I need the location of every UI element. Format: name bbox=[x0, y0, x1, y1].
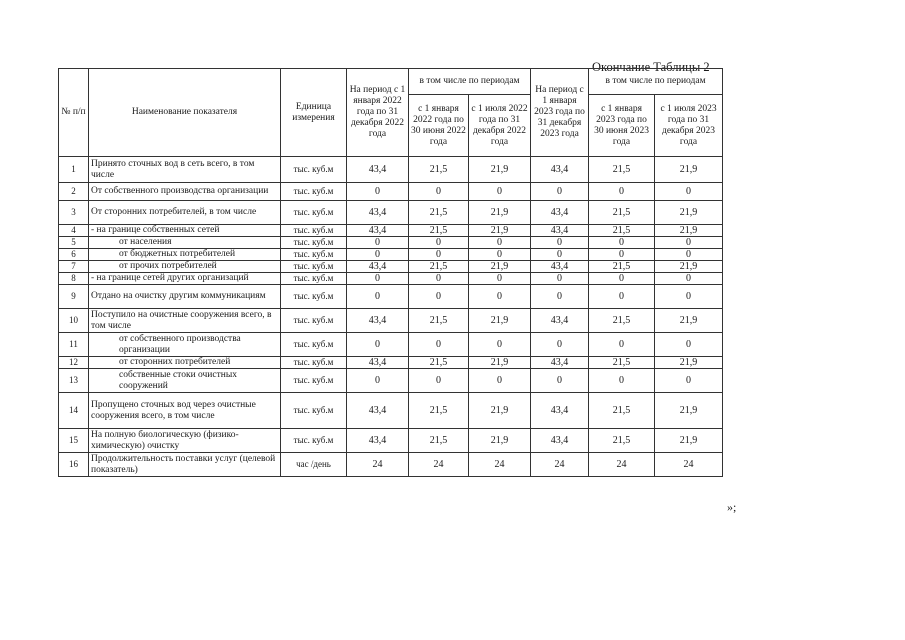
value-cell: 0 bbox=[531, 369, 589, 393]
header-h1-2023: с 1 января 2023 года по 30 июня 2023 года bbox=[589, 95, 655, 157]
value-cell: 0 bbox=[409, 183, 469, 201]
value-cell: 21,9 bbox=[469, 429, 531, 453]
header-h2-2023: с 1 июля 2023 года по 31 декабря 2023 года bbox=[655, 95, 723, 157]
row-number: 3 bbox=[59, 201, 89, 225]
value-cell: 43,4 bbox=[531, 429, 589, 453]
unit-cell: тыс. куб.м bbox=[281, 333, 347, 357]
indicator-name: - на границе собственных сетей bbox=[89, 225, 281, 237]
value-cell: 0 bbox=[589, 237, 655, 249]
value-cell: 21,9 bbox=[655, 261, 723, 273]
value-cell: 43,4 bbox=[531, 201, 589, 225]
indicator-name: собственные стоки очистных сооружений bbox=[89, 369, 281, 393]
value-cell: 0 bbox=[589, 369, 655, 393]
value-cell: 21,5 bbox=[589, 429, 655, 453]
value-cell: 43,4 bbox=[347, 157, 409, 183]
row-number: 16 bbox=[59, 453, 89, 477]
value-cell: 21,5 bbox=[409, 157, 469, 183]
value-cell: 21,5 bbox=[589, 261, 655, 273]
header-period-2022: На период с 1 января 2022 года по 31 декабря 2022 года bbox=[347, 69, 409, 157]
value-cell: 0 bbox=[531, 273, 589, 285]
value-cell: 0 bbox=[347, 333, 409, 357]
value-cell: 21,9 bbox=[469, 157, 531, 183]
table-row bbox=[59, 237, 723, 249]
header-period-2023: На период с 1 января 2023 года по 31 декабря 2023 года bbox=[531, 69, 589, 157]
unit-cell: тыс. куб.м bbox=[281, 157, 347, 183]
table-row bbox=[59, 369, 723, 393]
value-cell: 0 bbox=[409, 237, 469, 249]
value-cell: 0 bbox=[531, 183, 589, 201]
unit-cell: тыс. куб.м bbox=[281, 273, 347, 285]
unit-cell: тыс. куб.м bbox=[281, 285, 347, 309]
value-cell: 0 bbox=[347, 285, 409, 309]
row-number: 9 bbox=[59, 285, 89, 309]
value-cell: 43,4 bbox=[531, 357, 589, 369]
value-cell: 21,5 bbox=[409, 309, 469, 333]
value-cell: 24 bbox=[589, 453, 655, 477]
indicator-name: Поступило на очистные сооружения всего, в том числе bbox=[89, 309, 281, 333]
table-row bbox=[59, 429, 723, 453]
value-cell: 0 bbox=[409, 285, 469, 309]
value-cell: 21,9 bbox=[655, 357, 723, 369]
row-number: 15 bbox=[59, 429, 89, 453]
value-cell: 0 bbox=[469, 333, 531, 357]
row-number: 13 bbox=[59, 369, 89, 393]
value-cell: 0 bbox=[655, 249, 723, 261]
value-cell: 24 bbox=[531, 453, 589, 477]
unit-cell: тыс. куб.м bbox=[281, 393, 347, 429]
indicator-name: Отдано на очистку другим коммуникациям bbox=[89, 285, 281, 309]
row-number: 2 bbox=[59, 183, 89, 201]
indicator-name: - на границе сетей других организаций bbox=[89, 273, 281, 285]
value-cell: 0 bbox=[409, 369, 469, 393]
value-cell: 0 bbox=[469, 183, 531, 201]
value-cell: 24 bbox=[655, 453, 723, 477]
value-cell: 0 bbox=[409, 249, 469, 261]
table-body bbox=[59, 157, 723, 477]
value-cell: 21,5 bbox=[409, 261, 469, 273]
header-h1-2022: с 1 января 2022 года по 30 июня 2022 года bbox=[409, 95, 469, 157]
table-row bbox=[59, 183, 723, 201]
value-cell: 0 bbox=[469, 273, 531, 285]
value-cell: 43,4 bbox=[531, 393, 589, 429]
table-row bbox=[59, 273, 723, 285]
indicator-name: от сторонних потребителей bbox=[89, 357, 281, 369]
unit-cell: тыс. куб.м bbox=[281, 249, 347, 261]
header-sub-2023: в том числе по периодам bbox=[589, 69, 723, 95]
value-cell: 21,9 bbox=[469, 309, 531, 333]
unit-cell: тыс. куб.м bbox=[281, 225, 347, 237]
value-cell: 21,9 bbox=[655, 429, 723, 453]
value-cell: 24 bbox=[469, 453, 531, 477]
value-cell: 0 bbox=[531, 333, 589, 357]
value-cell: 21,5 bbox=[409, 225, 469, 237]
value-cell: 0 bbox=[589, 333, 655, 357]
header-num: № п/п bbox=[59, 69, 89, 157]
value-cell: 0 bbox=[469, 369, 531, 393]
value-cell: 21,9 bbox=[655, 157, 723, 183]
value-cell: 0 bbox=[589, 285, 655, 309]
indicator-name: От собственного производства организации bbox=[89, 183, 281, 201]
row-number: 8 bbox=[59, 273, 89, 285]
value-cell: 0 bbox=[531, 285, 589, 309]
indicator-name: от собственного производства организации bbox=[89, 333, 281, 357]
table-row bbox=[59, 285, 723, 309]
indicator-name: От сторонних потребителей, в том числе bbox=[89, 201, 281, 225]
table-row bbox=[59, 357, 723, 369]
table-row bbox=[59, 249, 723, 261]
row-number: 14 bbox=[59, 393, 89, 429]
value-cell: 0 bbox=[655, 333, 723, 357]
unit-cell: тыс. куб.м bbox=[281, 309, 347, 333]
value-cell: 0 bbox=[469, 285, 531, 309]
row-number: 7 bbox=[59, 261, 89, 273]
value-cell: 21,9 bbox=[469, 357, 531, 369]
value-cell: 21,9 bbox=[469, 225, 531, 237]
unit-cell: тыс. куб.м bbox=[281, 429, 347, 453]
value-cell: 0 bbox=[655, 369, 723, 393]
value-cell: 21,5 bbox=[589, 225, 655, 237]
value-cell: 0 bbox=[347, 273, 409, 285]
value-cell: 0 bbox=[469, 237, 531, 249]
value-cell: 21,5 bbox=[409, 393, 469, 429]
value-cell: 21,9 bbox=[655, 201, 723, 225]
indicator-name: от бюджетных потребителей bbox=[89, 249, 281, 261]
value-cell: 21,5 bbox=[589, 309, 655, 333]
indicator-name: На полную биологическую (физико-химическую) очистку bbox=[89, 429, 281, 453]
value-cell: 24 bbox=[409, 453, 469, 477]
unit-cell: тыс. куб.м bbox=[281, 357, 347, 369]
value-cell: 21,9 bbox=[469, 201, 531, 225]
value-cell: 0 bbox=[655, 237, 723, 249]
row-number: 10 bbox=[59, 309, 89, 333]
value-cell: 43,4 bbox=[347, 393, 409, 429]
value-cell: 21,5 bbox=[589, 393, 655, 429]
value-cell: 43,4 bbox=[531, 309, 589, 333]
indicator-name: Пропущено сточных вод через очистные сооружения всего, в том числе bbox=[89, 393, 281, 429]
value-cell: 0 bbox=[347, 237, 409, 249]
indicators-table bbox=[58, 68, 723, 477]
value-cell: 43,4 bbox=[347, 261, 409, 273]
unit-cell: тыс. куб.м bbox=[281, 261, 347, 273]
indicator-name: Продолжительность поставки услуг (целевой показатель) bbox=[89, 453, 281, 477]
unit-cell: тыс. куб.м bbox=[281, 201, 347, 225]
value-cell: 0 bbox=[655, 285, 723, 309]
value-cell: 21,5 bbox=[589, 201, 655, 225]
row-number: 6 bbox=[59, 249, 89, 261]
value-cell: 0 bbox=[347, 183, 409, 201]
value-cell: 0 bbox=[469, 249, 531, 261]
value-cell: 24 bbox=[347, 453, 409, 477]
value-cell: 0 bbox=[655, 273, 723, 285]
value-cell: 43,4 bbox=[347, 309, 409, 333]
value-cell: 21,9 bbox=[655, 393, 723, 429]
table-row bbox=[59, 333, 723, 357]
value-cell: 21,9 bbox=[469, 261, 531, 273]
unit-cell: тыс. куб.м bbox=[281, 237, 347, 249]
header-unit: Единица измерения bbox=[281, 69, 347, 157]
value-cell: 43,4 bbox=[347, 225, 409, 237]
closing-quote-mark: »; bbox=[727, 500, 737, 514]
value-cell: 0 bbox=[409, 273, 469, 285]
value-cell: 21,5 bbox=[409, 357, 469, 369]
row-number: 12 bbox=[59, 357, 89, 369]
value-cell: 0 bbox=[589, 249, 655, 261]
value-cell: 0 bbox=[531, 249, 589, 261]
value-cell: 21,9 bbox=[655, 309, 723, 333]
unit-cell: тыс. куб.м bbox=[281, 183, 347, 201]
value-cell: 0 bbox=[655, 183, 723, 201]
value-cell: 21,5 bbox=[589, 157, 655, 183]
value-cell: 43,4 bbox=[531, 225, 589, 237]
indicator-name: от прочих потребителей bbox=[89, 261, 281, 273]
value-cell: 43,4 bbox=[347, 201, 409, 225]
value-cell: 21,9 bbox=[655, 225, 723, 237]
header-h2-2022: с 1 июля 2022 года по 31 декабря 2022 года bbox=[469, 95, 531, 157]
value-cell: 21,5 bbox=[589, 357, 655, 369]
table-row bbox=[59, 309, 723, 333]
value-cell: 0 bbox=[409, 333, 469, 357]
row-number: 4 bbox=[59, 225, 89, 237]
header-name: Наименование показателя bbox=[89, 69, 281, 157]
value-cell: 0 bbox=[589, 273, 655, 285]
indicator-name: от населения bbox=[89, 237, 281, 249]
row-number: 5 bbox=[59, 237, 89, 249]
value-cell: 43,4 bbox=[531, 261, 589, 273]
unit-cell: час /день bbox=[281, 453, 347, 477]
table-row bbox=[59, 393, 723, 429]
table-caption: Окончание Таблицы 2 bbox=[592, 60, 710, 74]
value-cell: 43,4 bbox=[531, 157, 589, 183]
value-cell: 0 bbox=[347, 249, 409, 261]
value-cell: 43,4 bbox=[347, 429, 409, 453]
value-cell: 21,9 bbox=[469, 393, 531, 429]
table-row bbox=[59, 261, 723, 273]
value-cell: 21,5 bbox=[409, 201, 469, 225]
table-row bbox=[59, 201, 723, 225]
value-cell: 0 bbox=[589, 183, 655, 201]
indicator-name: Принято сточных вод в сеть всего, в том числе bbox=[89, 157, 281, 183]
header-sub-2022: в том числе по периодам bbox=[409, 69, 531, 95]
table-row bbox=[59, 225, 723, 237]
value-cell: 0 bbox=[347, 369, 409, 393]
value-cell: 0 bbox=[531, 237, 589, 249]
row-number: 1 bbox=[59, 157, 89, 183]
table-row bbox=[59, 157, 723, 183]
table-row bbox=[59, 453, 723, 477]
value-cell: 43,4 bbox=[347, 357, 409, 369]
unit-cell: тыс. куб.м bbox=[281, 369, 347, 393]
value-cell: 21,5 bbox=[409, 429, 469, 453]
row-number: 11 bbox=[59, 333, 89, 357]
